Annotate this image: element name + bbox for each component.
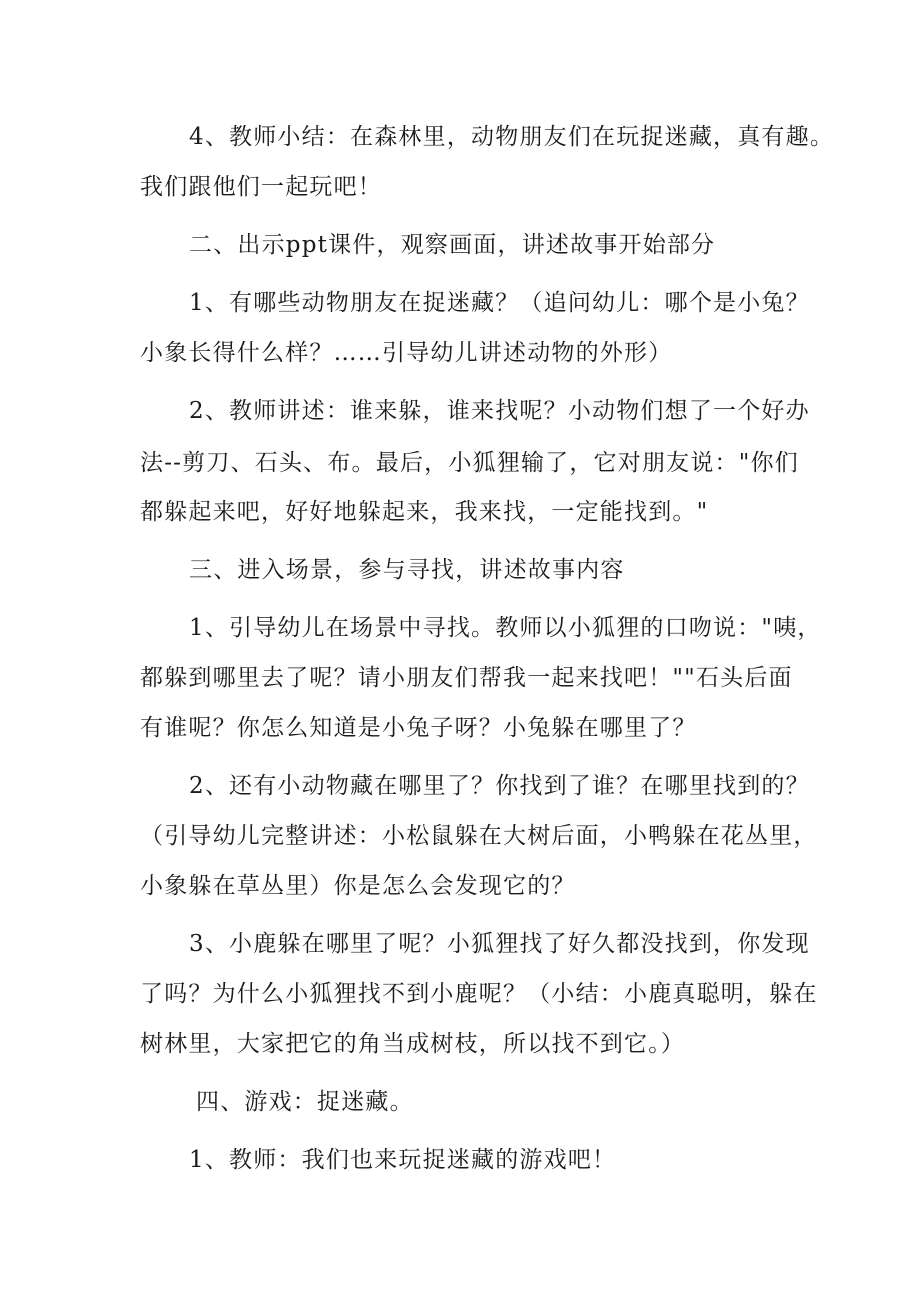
section-heading: 二、出示ppt课件，观察画面，讲述故事开始部分 — [189, 232, 716, 258]
text-line: 小象长得什么样？……引导幼儿讲述动物的外形） — [140, 340, 673, 366]
text-line: 1、有哪些动物朋友在捉迷藏？（追问幼儿：哪个是小兔？ — [189, 290, 810, 316]
text-line: 1、引导幼儿在场景中寻找。教师以小狐狸的口吻说："咦， — [189, 615, 822, 641]
text-line: 我们跟他们一起玩吧！ — [140, 174, 382, 200]
text-line: 3、小鹿躲在哪里了呢？小狐狸找了好久都没找到，你发现 — [189, 931, 810, 957]
text-line: 1、教师：我们也来玩捉迷藏的游戏吧！ — [189, 1147, 617, 1173]
text-line: 2、还有小动物藏在哪里了？你找到了谁？在哪里找到的？ — [189, 773, 810, 799]
text-line: 有谁呢？你怎么知道是小兔子呀？小兔躲在哪里了？ — [140, 715, 697, 741]
text-line: 都躲到哪里去了呢？请小朋友们帮我一起来找吧！""石头后面 — [140, 665, 793, 691]
text-line: 法--剪刀、石头、布。最后，小狐狸输了，它对朋友说："你们 — [140, 450, 799, 476]
text-line: 小象躲在草丛里）你是怎么会发现它的？ — [140, 873, 576, 899]
text-line: 都躲起来吧，好好地躲起来，我来找，一定能找到。" — [140, 499, 709, 525]
section-heading: 三、进入场景，参与寻找，讲述故事内容 — [189, 557, 625, 583]
text-line: （引导幼儿完整讲述：小松鼠躲在大树后面，小鸭躲在花丛里， — [140, 823, 818, 849]
text-line: 了吗？为什么小狐狸找不到小鹿呢？（小结：小鹿真聪明，躲在 — [140, 981, 818, 1007]
text-line: 树林里，大家把它的角当成树枝，所以找不到它。） — [140, 1031, 686, 1057]
text-line: 2、教师讲述：谁来躲，谁来找呢？小动物们想了一个好办 — [189, 398, 810, 424]
text-line: 4、教师小结：在森林里，动物朋友们在玩捉迷藏，真有趣。 — [189, 124, 835, 150]
section-heading: 四、游戏：捉迷藏。 — [196, 1089, 414, 1115]
